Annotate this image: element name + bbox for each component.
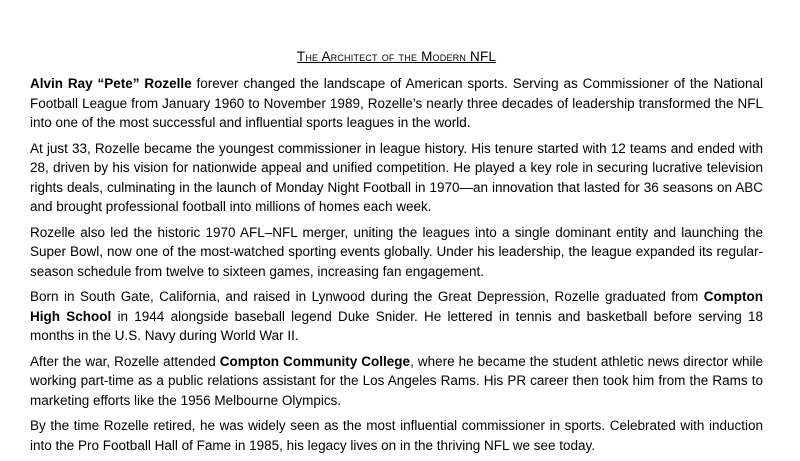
paragraph-intro <box>30 74 763 133</box>
bold-name: Alvin Ray “Pete” Rozelle <box>30 76 192 91</box>
bold-college: Compton Community College <box>219 353 411 369</box>
paragraph-text: forever changed the landscape of American sports. Serving as Commissioner of the National Football League from January 1960 to November 1989, Rozelle’s nearly three decades of leadership transformed the NFL into one of the most successful and influential sports leagues in the world. <box>30 76 763 130</box>
paragraph-merger <box>30 223 763 282</box>
paragraph-early-life <box>30 287 763 346</box>
paragraph-tenure <box>30 139 763 217</box>
paragraph-text: in 1944 alongside baseball legend Duke Snider. He lettered in tennis and basketball before serving 18 months in the U.S. Navy during World War II. <box>30 308 764 343</box>
bold-high-school: Compton High School <box>30 289 763 324</box>
paragraph-text: At just 33, Rozelle became the youngest commissioner in league history. His tenure started with 12 teams and ended with 28, driven by his vision for nationwide appeal and unified competition. He played a key role in securing lucrative television rights deals, culminating in the launch of Monday Night Football in 1970—an innovation that lasted for 36 seasons on ABC and brought professional football into millions of homes each week. <box>30 140 763 214</box>
paragraph-legacy <box>30 416 763 455</box>
paragraph-text: Rozelle also led the historic 1970 AFL–NFL merger, uniting the leagues into a single dominant entity and launching the Super Bowl, now one of the most-watched sporting events globally. Under his leadership, the league expanded its regular-season schedule from twelve to sixteen games, increasing fan engagement. <box>30 224 763 279</box>
paragraph-text: After the war, Rozelle attended <box>30 353 220 369</box>
paragraph-text: , where he became the student athletic news director while working part-time as a public relations assistant for the Los Angeles Rams. His PR career then took him from the Rams to marketing efforts like the 1956 Melbourne Olympics. <box>30 353 763 408</box>
paragraph-text: Born in South Gate, California, and raised in Lynwood during the Great Depression, Rozelle graduated from <box>30 289 704 304</box>
document-title: The Architect of the Modern NFL <box>296 49 497 64</box>
paragraph-college <box>30 352 763 411</box>
paragraph-text: By the time Rozelle retired, he was widely seen as the most influential commissioner in sports. Celebrated with induction into the Pro Football Hall of Fame in 1985, his legacy lives on in the thriving NFL we see today. <box>30 418 763 453</box>
document-page <box>30 48 763 461</box>
